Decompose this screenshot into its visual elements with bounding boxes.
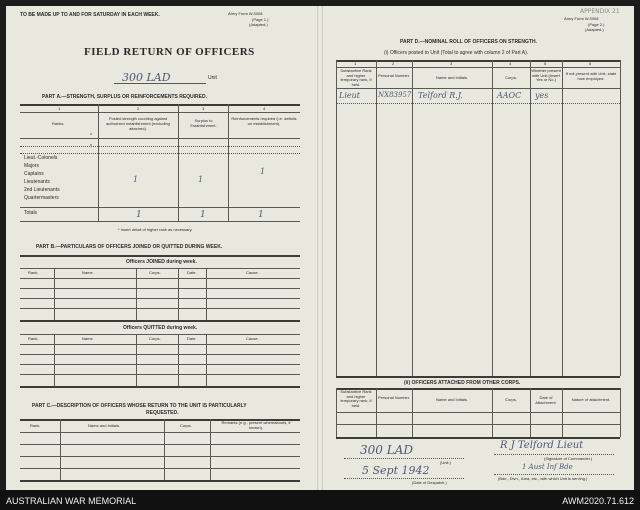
joined-title: Officers JOINED during week.	[126, 259, 197, 265]
part-c-row-rule-3	[20, 468, 300, 469]
part-c-row-rule-1	[20, 444, 300, 445]
part-c-col-name: Name and Initials.	[88, 423, 121, 428]
part-d-divider-3	[492, 60, 493, 376]
part-c-col-corps: Corps.	[180, 423, 192, 428]
unit-underline	[114, 83, 206, 84]
part-a-dotted-rule-1	[20, 146, 300, 147]
att-col-number: Personal Number.	[377, 395, 410, 400]
formation-line	[494, 474, 614, 475]
commander-signature: R J Telford Lieut	[500, 440, 584, 451]
rank-quartermasters: Quartermasters	[24, 195, 59, 201]
lieutenants-posted-mark: 1	[133, 175, 139, 184]
row1-rank: Lieut	[339, 91, 360, 100]
unit-handwritten: 300 LAD	[122, 71, 171, 84]
joined-header-rule	[20, 278, 300, 279]
joined-divider-1	[54, 268, 55, 320]
quitted-divider-2	[136, 334, 137, 386]
part-c-header-rule	[20, 432, 300, 433]
document-scan	[6, 6, 634, 490]
part-a-col-divider-2	[178, 104, 179, 221]
d-col-number-1: 1	[354, 61, 357, 66]
rank-captains: Captains	[24, 171, 44, 177]
attached-divider-5	[562, 388, 563, 437]
part-a-top-rule	[20, 104, 300, 106]
d-col-number-2: 2	[392, 61, 395, 66]
d-col-number: Personal Number.	[377, 73, 410, 78]
part-d-right-edge	[620, 60, 621, 376]
quitted-divider-3	[178, 334, 179, 386]
part-d-divider-2	[412, 60, 413, 376]
formation-label: (Bde., Divn., Area, etc., with which Unit is serving.)	[498, 476, 588, 481]
army-form-number: Army Form W.3008	[228, 11, 263, 16]
quitted-col-name: Name.	[82, 336, 94, 341]
part-a-col-divider-1	[98, 104, 99, 221]
quitted-col-rank: Rank.	[28, 336, 39, 341]
att-col-nature: Nature of attachment.	[571, 397, 611, 402]
form-title: FIELD RETURN OF OFFICERS	[84, 46, 255, 58]
att-col-corps: Corps.	[505, 397, 517, 402]
totals-label: Totals	[24, 210, 38, 216]
part-a-header-rule	[20, 138, 300, 139]
attached-right-edge	[620, 388, 621, 437]
attached-title: (ii) OFFICERS ATTACHED FROM OTHER CORPS.	[404, 380, 521, 386]
unit-signature-handwritten: 300 LAD	[360, 443, 413, 457]
part-c-bottom-rule	[20, 480, 300, 482]
col-surplus: Surplus to Establishment.	[190, 118, 217, 128]
d-col-number-5: 5	[544, 61, 547, 66]
d-col-number-4: 4	[509, 61, 512, 66]
d-col-present: Whether present with Unit (Insert Yes or No.)	[531, 68, 561, 82]
quitted-divider-4	[206, 334, 207, 386]
d-col-number-6: 6	[589, 61, 592, 66]
part-a-col-divider-3	[228, 104, 229, 221]
lieutenants-surplus-mark: 1	[198, 175, 204, 184]
right-army-form-number: Army Form W.3008	[564, 16, 599, 21]
col-ranks: Ranks.	[52, 121, 65, 126]
posted-title: (i) Officers posted to Unit (Total to agree with column 2 of Part A).	[384, 50, 529, 56]
part-c-title-cont: REQUESTED.	[146, 410, 179, 416]
row1-present: yes	[535, 91, 549, 100]
att-col-rank: Substantive Rank and higher temporary rank, if held.	[340, 389, 372, 408]
col-reinforcements: Reinforcements required (i.e. deficits on establishment).	[231, 116, 297, 126]
totals-posted: 1	[136, 210, 142, 220]
part-c-row-rule-2	[20, 456, 300, 457]
d-col-name: Name and Initials.	[435, 75, 468, 80]
att-col-name: Name and Initials.	[435, 397, 468, 402]
joined-row-rule-1	[20, 288, 300, 289]
part-d-top-rule	[336, 60, 620, 62]
part-c-col-remarks: Remarks (e.g., present whereabouts, if known).	[221, 420, 291, 430]
joined-row-rule-3	[20, 308, 300, 309]
attached-top-rule	[336, 388, 620, 390]
row1-rule	[336, 103, 620, 104]
quitted-row-rule-2	[20, 364, 300, 365]
d-col-number-3: 3	[450, 61, 453, 66]
joined-col-name: Name.	[82, 270, 94, 275]
d-col-rank: Substantive Rank and higher temporary rank, if held.	[340, 68, 372, 87]
totals-surplus: 1	[200, 210, 206, 220]
part-d-bottom-rule	[336, 376, 620, 378]
page-label: (Page 1.)	[252, 17, 269, 22]
joined-row-rule-2	[20, 298, 300, 299]
part-a-title: PART A.—STRENGTH, SURPLUS OR REINFORCEMENTS REQUIRED.	[42, 94, 208, 100]
unit-sign-label: (Unit.)	[440, 460, 451, 465]
d-col-corps: Corps.	[505, 75, 517, 80]
part-a-footnote: * Insert detail of higher rank as necessary.	[118, 227, 193, 232]
captains-mark: 1	[260, 167, 266, 176]
attached-divider-2	[412, 388, 413, 437]
part-d-divider-1	[376, 60, 377, 376]
quitted-col-date: Date.	[187, 336, 197, 341]
col-posted: Posted strength counting against authorized establishment (excluding attached).	[106, 116, 170, 131]
attached-row-rule-1	[336, 424, 620, 425]
joined-divider-4	[206, 268, 207, 320]
part-d-number-rule	[336, 67, 620, 68]
quitted-row-rule-3	[20, 374, 300, 375]
part-d-header-rule	[336, 88, 620, 89]
quitted-col-cause: Cause.	[246, 336, 259, 341]
joined-title-rule	[20, 268, 300, 269]
joined-col-date: Date.	[187, 270, 197, 275]
rank-lieut-colonels: Lieut.-Colonels	[24, 155, 58, 161]
attached-divider-3	[492, 388, 493, 437]
rank-lieutenants: Lieutenants	[24, 179, 50, 185]
part-c-title: PART C.—DESCRIPTION OF OFFICERS WHOSE RETURN TO THE UNIT IS PARTICULARLY	[32, 403, 247, 409]
appendix-pencil-note: APPENDIX 21	[580, 8, 620, 15]
part-b-title: PART B.—PARTICULARS OF OFFICERS JOINED OR QUITTED DURING WEEK.	[36, 244, 223, 250]
adapted-label: (Adapted.)	[249, 22, 268, 27]
totals-reinforcements: 1	[258, 210, 264, 220]
quitted-header-rule	[20, 344, 300, 345]
right-page	[322, 6, 634, 490]
joined-bottom-rule	[20, 320, 300, 322]
part-a-bottom-rule	[20, 221, 300, 222]
signature-label: (Signature of Commander.)	[544, 456, 593, 461]
joined-divider-2	[136, 268, 137, 320]
quitted-title-rule	[20, 334, 300, 335]
part-a-totals-rule	[20, 207, 300, 208]
quitted-divider-1	[54, 334, 55, 386]
rank-2nd-lieutenants: 2nd Lieutenants	[24, 187, 60, 193]
row1-number: NX83957	[378, 91, 412, 99]
asterisk-1: *	[90, 133, 92, 139]
joined-divider-3	[178, 268, 179, 320]
archive-reference: AWM2020.71.612	[562, 496, 634, 506]
attached-bottom-rule	[336, 437, 620, 439]
part-c-divider-2	[164, 419, 165, 480]
part-d-divider-5	[562, 60, 563, 376]
joined-col-cause: Cause.	[246, 270, 259, 275]
archive-footer	[0, 490, 640, 510]
col-number-1: 1	[58, 106, 61, 111]
col-number-2: 2	[137, 106, 140, 111]
part-d-title: PART D.—NOMINAL ROLL OF OFFICERS ON STRENGTH.	[400, 39, 537, 45]
despatch-date-handwritten: 5 Sept 1942	[362, 464, 430, 477]
rank-majors: Majors	[24, 163, 40, 169]
unit-sign-line	[344, 458, 464, 459]
archive-name: AUSTRALIAN WAR MEMORIAL	[6, 496, 137, 506]
part-d-divider-4	[530, 60, 531, 376]
quitted-title: Officers QUITTED during week.	[123, 325, 198, 331]
part-c-col-rank: Rank.	[30, 423, 41, 428]
part-a-number-rule	[20, 112, 300, 113]
left-page	[6, 6, 318, 490]
right-page-label: (Page 2.)	[588, 22, 605, 27]
asterisk-2: *	[90, 144, 92, 150]
col-number-4: 4	[263, 106, 266, 111]
part-b-top-rule	[20, 255, 300, 257]
att-col-date: Date of Attachment.	[535, 395, 557, 405]
quitted-col-corps: Corps.	[149, 336, 161, 341]
row1-name: Telford R.J.	[418, 91, 463, 100]
date-sign-line	[344, 478, 464, 479]
part-d-left-edge	[336, 60, 337, 376]
unit-label: Unit	[208, 75, 217, 81]
signature-line	[494, 454, 614, 455]
formation-handwritten: 1 Aust Inf Bde	[522, 463, 573, 471]
joined-col-corps: Corps.	[149, 270, 161, 275]
quitted-row-rule-1	[20, 354, 300, 355]
quitted-bottom-rule	[20, 386, 300, 388]
joined-col-rank: Rank.	[28, 270, 39, 275]
col-number-3: 3	[202, 106, 205, 111]
part-c-divider-1	[60, 419, 61, 480]
right-adapted-label: (Adapted.)	[585, 27, 604, 32]
part-c-divider-3	[210, 419, 211, 480]
despatch-date-label: (Date of Despatch.)	[412, 480, 447, 485]
d-col-employed: If not present with Unit, state how employed.	[565, 71, 617, 81]
part-a-dotted-rule-2	[20, 153, 300, 154]
attached-header-rule	[336, 412, 620, 413]
top-instruction: TO BE MADE UP TO AND FOR SATURDAY IN EACH WEEK.	[20, 12, 160, 18]
row1-corps: AAOC	[497, 91, 522, 100]
